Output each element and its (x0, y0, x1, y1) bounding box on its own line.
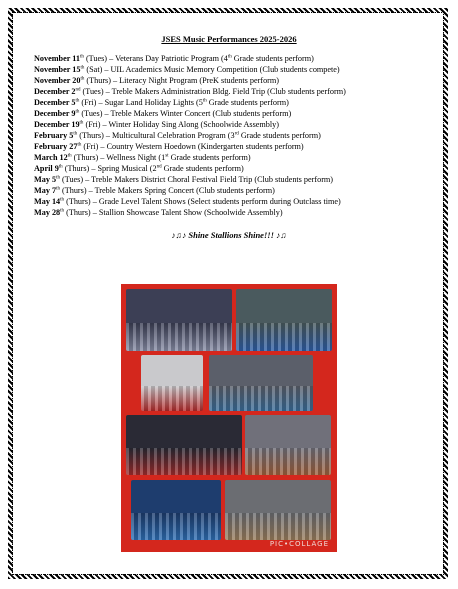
performance-date: May 7 (34, 186, 57, 195)
photo-blue-stage-group (131, 480, 221, 540)
date-ordinal: th (75, 109, 80, 115)
performance-description: (Sat) – UIL Academics Music Memory Competition (Club students compete) (84, 65, 340, 74)
photo-risers-choir (141, 355, 203, 411)
performance-description: (Thurs) – Spring Musical (2 (62, 164, 157, 173)
performance-item (34, 196, 424, 207)
performance-date: May 14 (34, 197, 61, 206)
performance-description: (Thurs) – Grade Level Talent Shows (Select students perform during Outclass time) (64, 197, 341, 206)
photo-cafeteria-crowd (245, 415, 331, 475)
performance-item (34, 108, 424, 119)
performance-item (34, 174, 424, 185)
performance-date: February 5 (34, 131, 74, 140)
performance-date: November 11 (34, 54, 81, 63)
performance-description: (Tues) – Veterans Day Patriotic Program (4 (83, 54, 228, 63)
music-notes-icon: ♪♫♪ (171, 230, 187, 240)
music-notes-icon: ♪♫ (276, 230, 287, 240)
performance-description: (Thurs) – Treble Makers Spring Concert (Club students perform) (59, 186, 275, 195)
slogan-line (34, 230, 424, 240)
date-ordinal: th (80, 65, 85, 71)
photo-people-silhouettes (126, 448, 242, 475)
performance-description: (Thurs) – Wellness Night (1 (71, 153, 166, 162)
date-ordinal: th (80, 54, 84, 60)
performance-date: December 9 (34, 109, 76, 118)
performance-item (34, 75, 424, 86)
photo-dance-gym (225, 480, 331, 540)
performance-item (34, 185, 424, 196)
photo-people-silhouettes (245, 448, 331, 475)
performance-date: February 27 (34, 142, 78, 151)
grade-ordinal: th (227, 54, 232, 60)
date-ordinal: th (56, 186, 60, 192)
performance-item (34, 53, 424, 64)
performance-date: November 15 (34, 65, 81, 74)
performance-description-end: Grade students perform) (168, 153, 251, 162)
date-ordinal: th (75, 98, 80, 104)
date-ordinal: th (60, 197, 65, 203)
photo-people-silhouettes (126, 323, 232, 351)
performance-description: (Tues) – Treble Makers Administration Bldg. Field Trip (Club students perform) (80, 87, 346, 96)
photo-kids-group-red-shirts (126, 289, 232, 351)
performance-description-end: Grade students perform) (231, 54, 314, 63)
photo-people-silhouettes (209, 386, 313, 411)
date-ordinal: th (67, 153, 72, 159)
date-ordinal: th (79, 120, 84, 126)
date-ordinal: th (58, 164, 63, 170)
performance-list (34, 53, 424, 218)
performance-date: November 20 (34, 76, 81, 85)
date-ordinal: th (80, 76, 85, 82)
performance-item (34, 97, 424, 108)
performance-item (34, 119, 424, 130)
performance-description: (Fri) – Sugar Land Holiday Lights (5 (79, 98, 203, 107)
performance-description: (Tues) – Treble Makers Winter Concert (Club students perform) (79, 109, 292, 118)
photo-stage-concert (126, 415, 242, 475)
performance-item (34, 141, 424, 152)
performance-item (34, 207, 424, 218)
grade-ordinal: rd (234, 131, 239, 137)
document-body (34, 34, 424, 240)
date-ordinal: th (56, 175, 60, 181)
collage-watermark: PIC•COLLAGE (269, 540, 329, 548)
grade-ordinal: nd (156, 164, 162, 170)
performance-description: (Thurs) – Multicultural Celebration Program (3 (77, 131, 235, 140)
performance-date: May 5 (34, 175, 57, 184)
slogan-text: Shine Stallions Shine!!! (188, 230, 274, 240)
performance-description: (Fri) – Winter Holiday Sing Along (Schoolwide Assembly) (83, 120, 279, 129)
performance-date: December 2 (34, 87, 76, 96)
photo-people-silhouettes (141, 386, 203, 411)
performance-description: (Tues) – Treble Makers District Choral Festival Field Trip (Club students perform) (59, 175, 334, 184)
photo-gym-performance (209, 355, 313, 411)
grade-ordinal: st (165, 153, 169, 159)
performance-item (34, 130, 424, 141)
performance-item (34, 163, 424, 174)
performance-description: (Thurs) – Literacy Night Program (PreK students perform) (84, 76, 279, 85)
photo-circle-on-blue-rug (236, 289, 332, 351)
performance-date: March 12 (34, 153, 68, 162)
performance-date: May 28 (34, 208, 61, 217)
performance-item (34, 152, 424, 163)
performance-date: December 19 (34, 120, 80, 129)
photo-people-silhouettes (131, 513, 221, 540)
performance-description: (Thurs) – Stallion Showcase Talent Show (Schoolwide Assembly) (64, 208, 283, 217)
performance-date: December 5 (34, 98, 76, 107)
performance-description-end: Grade students perform) (238, 131, 321, 140)
photo-people-silhouettes (236, 323, 332, 351)
performance-description-end: Grade students perform) (161, 164, 244, 173)
grade-ordinal: th (202, 98, 207, 104)
photo-collage (121, 284, 337, 552)
performance-item (34, 86, 424, 97)
date-ordinal: nd (75, 87, 81, 93)
photo-people-silhouettes (225, 513, 331, 540)
page-title: JSES Music Performances 2025-2026 (161, 34, 297, 44)
performance-date: April 9 (34, 164, 59, 173)
performance-description-end: Grade students perform) (206, 98, 289, 107)
performance-description: (Fri) – Country Western Hoedown (Kindergarten students perform) (81, 142, 304, 151)
date-ordinal: th (73, 131, 78, 137)
date-ordinal: th (77, 142, 82, 148)
performance-item (34, 64, 424, 75)
date-ordinal: th (60, 208, 65, 214)
